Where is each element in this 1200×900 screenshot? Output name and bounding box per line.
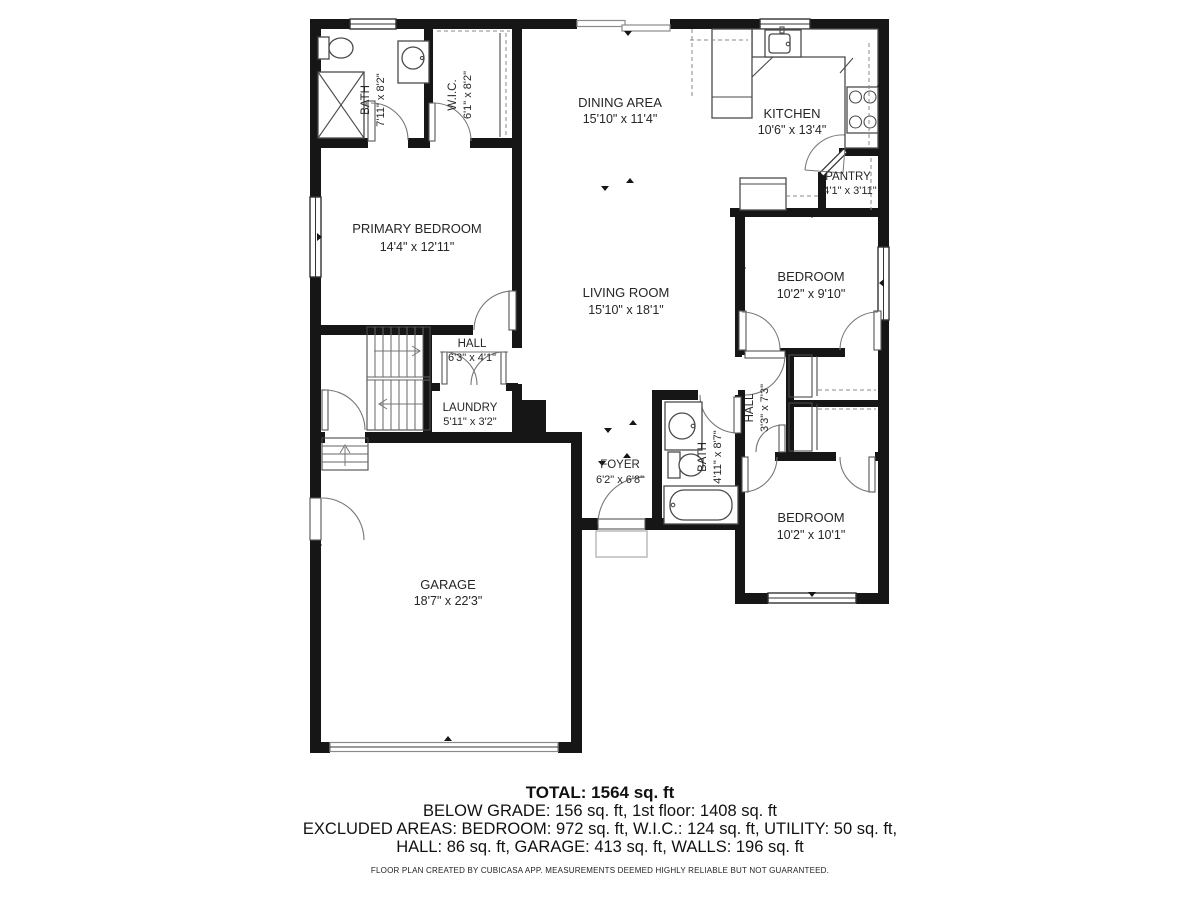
room-name: FOYER	[600, 459, 640, 471]
room-label-bedroom2	[777, 510, 846, 542]
room-name: BATH	[697, 442, 709, 472]
room-name: DINING AREA	[578, 95, 662, 110]
room-name: HALL	[744, 393, 756, 423]
room-name: KITCHEN	[763, 106, 821, 121]
room-label-laundry	[443, 402, 498, 428]
room-label-pantry	[823, 171, 876, 197]
room-label-foyer	[596, 459, 644, 486]
bath2-tub-fixture	[664, 486, 738, 524]
pantry-corner-door	[805, 135, 846, 174]
summary-line-3: HALL: 86 sq. ft, GARAGE: 413 sq. ft, WALLS: 196 sq. ft	[396, 838, 804, 856]
room-dims: 18'7" x 22'3"	[413, 594, 483, 608]
dining-window	[577, 21, 670, 32]
room-label-bedroom1	[777, 269, 846, 301]
room-dims: 6'2" x 6'8"	[595, 474, 645, 486]
room-name: LAUNDRY	[442, 402, 498, 414]
room-label-wic	[447, 71, 474, 119]
room-name: LIVING ROOM	[582, 285, 670, 300]
room-name: BATH	[360, 85, 372, 115]
bath2-door	[700, 395, 741, 433]
room-dims: 14'4" x 12'11"	[379, 240, 455, 254]
summary-line-1: BELOW GRADE: 156 sq. ft, 1st floor: 1408 sq. ft	[423, 802, 777, 820]
room-name: PRIMARY BEDROOM	[352, 221, 482, 236]
room-name: W.I.C.	[447, 79, 459, 111]
kitchen-window	[760, 19, 810, 29]
room-name: PANTRY	[825, 171, 871, 183]
room-name: HALL	[457, 338, 487, 350]
room-dims: 6'3" x 4'1"	[447, 352, 497, 364]
room-dims: 10'6" x 13'4"	[757, 123, 827, 137]
bath1-sink-fixture	[398, 41, 429, 83]
fridge-fixture	[740, 178, 786, 210]
stove-fixture	[847, 87, 878, 133]
room-name: GARAGE	[420, 577, 476, 592]
room-dims: 4'1" x 3'11"	[823, 185, 877, 197]
room-name: BEDROOM	[777, 510, 845, 525]
area-summary	[0, 783, 1200, 876]
stair-landing-door	[322, 390, 365, 430]
room-dims: 3'3" x 7'3"	[759, 383, 771, 433]
bath1-toilet-fixture	[318, 37, 353, 59]
room-label-hall1	[448, 338, 496, 364]
bath1-shower-fixture	[318, 72, 364, 138]
room-dims: 10'2" x 9'10"	[776, 287, 846, 301]
bedroom2-entry-door	[742, 457, 777, 492]
entry-stoop	[596, 531, 647, 557]
measurement-marks	[317, 31, 884, 741]
bath-window	[350, 19, 396, 29]
room-dims: 10'2" x 10'1"	[776, 528, 846, 542]
room-dims: 5'11" x 3'2"	[443, 416, 497, 428]
bath1-door	[368, 101, 408, 141]
room-dims: 15'10" x 11'4"	[582, 112, 658, 126]
staircase	[367, 327, 430, 430]
garage-steps	[322, 438, 368, 470]
bedroom1-closet-door	[840, 311, 881, 350]
kitchen-sink-fixture	[765, 27, 801, 57]
room-dims: 6'1" x 8'2"	[462, 70, 474, 120]
total-area: TOTAL: 1564 sq. ft	[525, 783, 675, 802]
room-dims: 7'11" x 8'2"	[375, 73, 387, 127]
primary-bedroom-door	[474, 291, 516, 330]
garage-door	[330, 743, 558, 752]
bedroom2-closet-door	[840, 457, 875, 492]
room-label-living-room	[583, 285, 670, 317]
summary-line-2: EXCLUDED AREAS: BEDROOM: 972 sq. ft, W.I.C.: 124 sq. ft, UTILITY: 50 sq. ft,	[302, 820, 898, 838]
room-name: BEDROOM	[777, 269, 845, 284]
bedroom1-entry-door	[739, 311, 780, 350]
garage-side-door	[310, 498, 364, 540]
room-label-primary-bedroom	[352, 221, 482, 254]
room-dims: 15'10" x 18'1"	[588, 303, 664, 317]
room-label-kitchen	[758, 106, 827, 137]
room-label-garage	[414, 577, 483, 608]
disclaimer: FLOOR PLAN CREATED BY CUBICASA APP. MEASUREMENTS DEEMED HIGHLY RELIABLE BUT NOT GUARANTEED.	[370, 866, 830, 875]
room-label-dining	[578, 95, 662, 126]
room-dims: 4'11" x 8'7"	[712, 430, 724, 484]
room-label-hall2	[744, 384, 771, 432]
